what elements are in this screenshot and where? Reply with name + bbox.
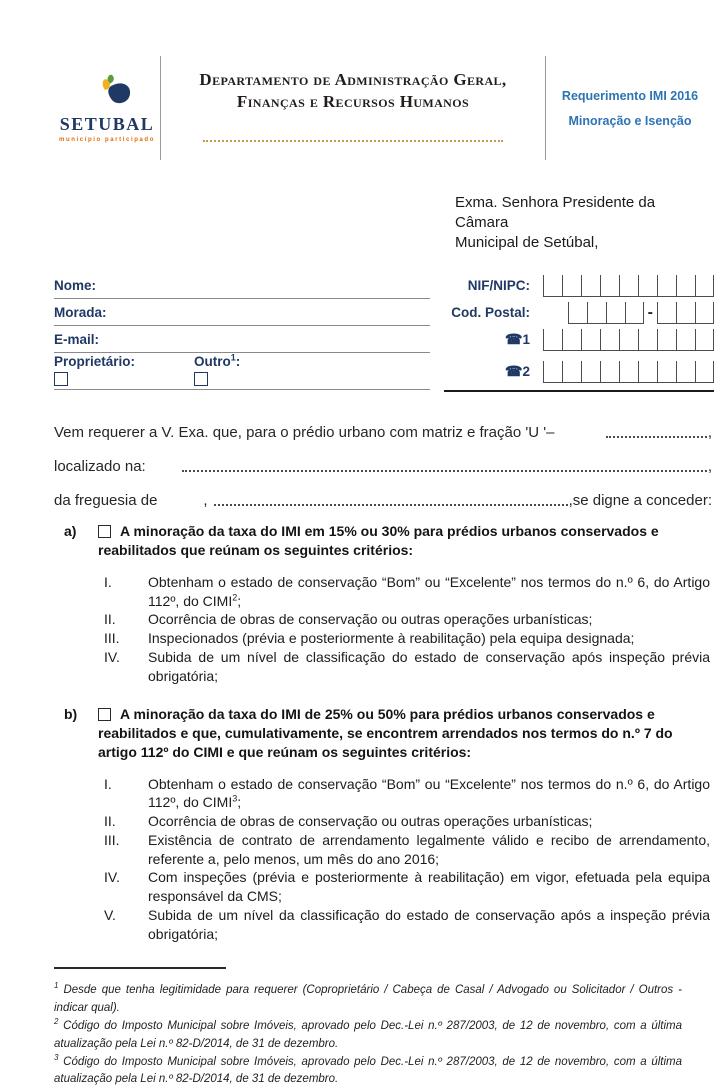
postal-row [444, 299, 714, 326]
comb-cell[interactable] [543, 275, 562, 296]
option-b-criteria [104, 775, 712, 944]
comb-cell[interactable] [619, 275, 638, 296]
comb-cell[interactable] [695, 361, 714, 382]
owner-type-row [54, 353, 430, 390]
comb-cell[interactable] [587, 302, 606, 323]
option-a-checkbox[interactable] [98, 525, 111, 538]
criteria-item [104, 868, 712, 906]
comb-cell[interactable] [695, 329, 714, 350]
comb-cell[interactable] [625, 302, 644, 323]
request-line2 [54, 441, 712, 475]
localizado-label: localizado na: [54, 458, 146, 476]
request-line1-comma: , [707, 424, 712, 442]
municipality-logo-icon [81, 74, 133, 114]
option-b-checkbox[interactable] [98, 708, 111, 721]
footnote-list [54, 982, 682, 1089]
criteria-text: Existência de contrato de arrendamento legalmente válido e recibo de arrendamento, referente a, pelo menos, um mês do ano 2016; [148, 831, 710, 867]
doc-subtype: Minoração e Isenção [568, 114, 692, 128]
department-title [161, 56, 545, 160]
nome-row[interactable] [54, 272, 430, 299]
nif-row [444, 272, 714, 299]
department-title-line2: Finanças e Recursos Humanos [236, 92, 470, 112]
criteria-text: Subida de um nível de classificação do estado de conservação após inspeção prévia obrigatória; [148, 648, 710, 684]
phone2-row [444, 353, 714, 390]
request-line1-text: Vem requerer a V. Exa. que, para o prédio urbano com matriz e fração 'U '– [54, 424, 555, 442]
outro-label: Outro$^1$: [194, 352, 241, 370]
footnote: $^1$ Desde que tenha legitimidade para requerer (Coproprietário / Cabeça de Casal / Advogado ou Solicitador / Outros - indicar qual). [54, 981, 682, 1015]
criteria-numeral: IV. [104, 869, 120, 886]
addressee-line1: Exma. Senhora Presidente da Câmara [455, 194, 656, 231]
department-title-line1: Departamento de Administração Geral, [199, 70, 507, 89]
comb-cell[interactable] [562, 361, 581, 382]
criteria-numeral: V. [104, 906, 116, 923]
municipality-logo [54, 56, 160, 160]
outro-footnote-ref: 1 [230, 352, 236, 363]
doc-type: Requerimento IMI 2016 [561, 89, 699, 103]
comb-cell[interactable] [543, 329, 562, 350]
phone2-field[interactable] [543, 361, 714, 383]
criteria-text: Inspecionados (prévia e posteriormente à reabilitação) pela equipa designada; [148, 630, 635, 647]
criteria-text: Ocorrência de obras de conservação ou outras operações urbanísticas; [148, 813, 593, 830]
footnote: $^2$ Código do Imposto Municipal sobre Imóveis, aprovado pelo Dec.-Lei n.º 287/2003, de 12 de novembro, com a última atualização pela Lei n.º 82-D/2014, de 31 de dezembro. [54, 1017, 682, 1050]
option-a [64, 522, 712, 560]
request-line1 [54, 407, 712, 441]
criteria-text: Obtenham o estado de conservação “Bom” ou “Excelente” nos termos do n.º 6, do Artigo 112º, do CIMI$^2$; [148, 573, 710, 609]
request-line3-tail: ,se digne a conceder: [568, 492, 712, 510]
comb-cell[interactable] [676, 361, 695, 382]
phone-icon: ☎ [505, 331, 523, 348]
logo-tagline: município participado [59, 136, 155, 143]
criteria-text: Subida de um nível da classificação do estado de conservação após a inspeção prévia obrigatória; [148, 906, 710, 942]
comb-cell[interactable] [657, 275, 676, 296]
comb-cell[interactable] [568, 302, 587, 323]
cod-postal-label: Cod. Postal: [451, 305, 530, 321]
identification-form [54, 272, 714, 392]
criteria-text: Ocorrência de obras de conservação ou outras operações urbanísticas; [148, 611, 593, 628]
criteria-numeral: III. [104, 630, 120, 647]
morada-label: Morada: [54, 304, 107, 320]
comb-cell[interactable] [676, 302, 695, 323]
document-reference [546, 56, 714, 160]
criteria-item [104, 831, 712, 869]
page-header [54, 56, 714, 160]
comb-cell[interactable] [581, 361, 600, 382]
footnote-separator [54, 967, 226, 969]
footnote: $^3$ Código do Imposto Municipal sobre Imóveis, aprovado pelo Dec.-Lei n.º 287/2003, de 12 de novembro, com a última atualização pela Lei n.º 82-D/2014, de 31 de dezembro. [54, 1052, 682, 1086]
comb-cell[interactable] [638, 361, 657, 382]
nif-field[interactable] [543, 275, 714, 297]
comb-cell[interactable] [619, 361, 638, 382]
localizado-fill-blank[interactable] [182, 470, 707, 472]
comb-cell[interactable] [638, 275, 657, 296]
criteria-text: Obtenham o estado de conservação “Bom” ou “Excelente” nos termos do n.º 6, do Artigo 112º, do CIMI$^3$; [148, 775, 710, 811]
criteria-item [104, 629, 712, 648]
logo-wordmark: SETUBAL [59, 113, 155, 134]
criteria-numeral: II. [104, 813, 116, 830]
comb-cell[interactable] [543, 361, 562, 382]
email-row[interactable] [54, 326, 430, 353]
matriz-fill-blank[interactable] [606, 436, 706, 438]
criteria-text: Com inspeções (prévia e posteriormente à reabilitação) em vigor, efetuada pela equipa responsável da CMS; [148, 869, 710, 905]
option-b [64, 705, 712, 761]
proprietario-option [54, 354, 194, 386]
option-a-key: a) [64, 523, 77, 540]
phone1-row [444, 326, 714, 353]
criteria-item [104, 906, 712, 944]
comb-cell[interactable] [562, 329, 581, 350]
addressee-block [455, 193, 682, 252]
option-a-criteria [104, 573, 712, 686]
morada-row[interactable] [54, 299, 430, 326]
criteria-item [104, 610, 712, 629]
option-b-body [98, 705, 712, 761]
option-b-key: b) [64, 706, 78, 723]
comb-cell[interactable] [695, 302, 714, 323]
comb-cell[interactable] [676, 275, 695, 296]
comb-cell[interactable] [695, 275, 714, 296]
option-b-text: A minoração da taxa do IMI de 25% ou 50% para prédios urbanos conservados e reabilitados e que, cumulativamente, se encontrem arrendados nos termos do n.º 7 do artigo 112º do CIMI e que reúnam os seguintes critérios: [98, 706, 673, 760]
postal-dash: - [647, 303, 653, 321]
comb-cell[interactable] [606, 302, 625, 323]
comb-cell[interactable] [619, 329, 638, 350]
comb-cell[interactable] [600, 275, 619, 296]
postal-field-suffix[interactable] [657, 302, 714, 324]
nif-label: NIF/NIPC: [467, 278, 530, 294]
dotted-rule [203, 140, 503, 142]
phone1-label: ☎1 [505, 331, 530, 348]
form-left-column [54, 272, 444, 392]
proprietario-label: Proprietário: [54, 354, 136, 370]
request-line2-comma: , [707, 458, 712, 476]
comb-cell[interactable] [581, 275, 600, 296]
postal-field-prefix[interactable] [568, 302, 644, 324]
criteria-item [104, 573, 712, 611]
email-label: E-mail: [54, 331, 100, 347]
phone1-field[interactable] [543, 329, 714, 351]
criteria-numeral: II. [104, 611, 116, 628]
addressee-line2: Municipal de Setúbal, [455, 233, 599, 251]
criteria-item [104, 775, 712, 813]
comb-cell[interactable] [657, 361, 676, 382]
outro-checkbox[interactable] [194, 372, 208, 386]
comb-cell[interactable] [581, 329, 600, 350]
benefit-options [64, 522, 712, 943]
footnotes-section [54, 967, 682, 1089]
comb-cell[interactable] [562, 275, 581, 296]
request-paragraph [54, 407, 712, 509]
comb-cell[interactable] [657, 329, 676, 350]
freguesia-label: da freguesia de [54, 492, 158, 510]
option-a-body [98, 522, 712, 560]
comb-cell[interactable] [600, 361, 619, 382]
request-line3 [54, 475, 712, 509]
phone-icon: ☎ [505, 363, 523, 380]
form-right-column [444, 272, 714, 392]
outro-option [194, 354, 240, 386]
request-line3-comma: , [203, 492, 208, 510]
criteria-numeral: I. [104, 573, 112, 590]
comb-cell[interactable] [600, 329, 619, 350]
criteria-item [104, 812, 712, 831]
proprietario-checkbox[interactable] [54, 372, 68, 386]
comb-cell[interactable] [676, 329, 695, 350]
criteria-numeral: I. [104, 775, 112, 792]
criteria-item [104, 648, 712, 686]
freguesia-fill-blank[interactable] [214, 504, 568, 506]
nome-label: Nome: [54, 277, 97, 293]
option-a-text: A minoração da taxa do IMI em 15% ou 30% para prédios urbanos conservados e reabilitados que reúnam os seguintes critérios: [98, 523, 659, 559]
comb-cell[interactable] [657, 302, 676, 323]
comb-cell[interactable] [638, 329, 657, 350]
criteria-numeral: IV. [104, 648, 120, 665]
criteria-numeral: III. [104, 831, 120, 848]
phone2-label: ☎2 [505, 363, 530, 380]
